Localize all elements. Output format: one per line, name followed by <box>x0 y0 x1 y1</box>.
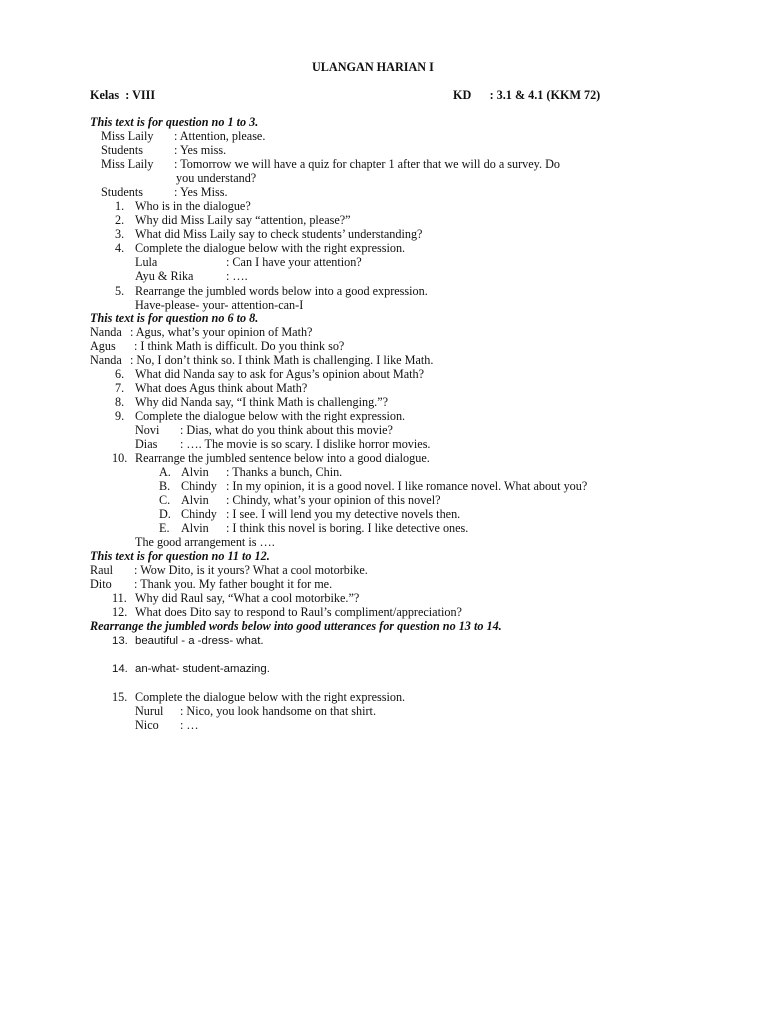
question-number: 11. <box>112 591 127 605</box>
option-speaker: Chindy <box>181 479 217 493</box>
question-number: 8. <box>115 395 125 409</box>
dialogue-line: : Thank you. My father bought it for me. <box>134 577 333 591</box>
option-speaker: Alvin <box>181 521 209 535</box>
question-text: Complete the dialogue below with the right expression. <box>135 690 406 704</box>
dialogue-line: : Attention, please. <box>174 129 266 143</box>
dialogue-speaker: Students <box>101 143 143 157</box>
dialogue-speaker: Nurul <box>135 704 164 718</box>
dialogue-speaker: Nanda <box>90 325 122 339</box>
question-text: beautiful - a -dress- what. <box>135 635 264 647</box>
option-line: : In my opinion, it is a good novel. I like romance novel. What about you? <box>226 479 588 493</box>
dialogue-line: : I think Math is difficult. Do you think so? <box>134 339 345 353</box>
dialogue-line: : …. <box>226 269 248 283</box>
question-text: What did Miss Laily say to check students’ understanding? <box>135 227 423 241</box>
dialogue-speaker: Raul <box>90 563 114 577</box>
option-line: : Chindy, what’s your opinion of this novel? <box>226 493 441 507</box>
option-line: : I think this novel is boring. I like detective ones. <box>226 521 469 535</box>
dialogue-line: : Can I have your attention? <box>226 255 362 269</box>
dialogue-line: : Agus, what’s your opinion of Math? <box>130 325 313 339</box>
dialogue-speaker: Nanda <box>90 353 122 367</box>
dialogue-line: : Yes Miss. <box>174 185 228 199</box>
question-text: Who is in the dialogue? <box>135 199 251 213</box>
dialogue-speaker: Students <box>101 185 143 199</box>
kd-label: KD : 3.1 & 4.1 (KKM 72) <box>453 88 601 102</box>
question-number: 9. <box>115 409 125 423</box>
question-number: 14. <box>112 663 128 675</box>
dialogue-line: : No, I don’t think so. I think Math is challenging. I like Math. <box>130 353 434 367</box>
dialogue-line: : Wow Dito, is it yours? What a cool motorbike. <box>134 563 368 577</box>
page-title: ULANGAN HARIAN I <box>312 60 434 74</box>
option-letter: A. <box>159 465 171 479</box>
dialogue-line: : Dias, what do you think about this movie? <box>180 423 393 437</box>
question-number: 6. <box>115 367 125 381</box>
option-line: : I see. I will lend you my detective novels then. <box>226 507 461 521</box>
question-number: 4. <box>115 241 125 255</box>
option-speaker: Alvin <box>181 465 209 479</box>
question-text: an-what- student-amazing. <box>135 663 270 675</box>
dialogue-line: you understand? <box>176 171 257 185</box>
dialogue-speaker: Lula <box>135 255 158 269</box>
dialogue-speaker: Ayu & Rika <box>135 269 194 283</box>
question-number: 15. <box>112 690 128 704</box>
answer-prompt: The good arrangement is …. <box>135 535 275 549</box>
jumbled-words: Have-please- your- attention-can-I <box>135 298 304 312</box>
dialogue-line: : Nico, you look handsome on that shirt. <box>180 704 376 718</box>
dialogue-speaker: Miss Laily <box>101 157 154 171</box>
option-line: : Thanks a bunch, Chin. <box>226 465 343 479</box>
question-text: Why did Raul say, “What a cool motorbike.”? <box>135 591 360 605</box>
question-number: 7. <box>115 381 125 395</box>
option-letter: C. <box>159 493 171 507</box>
question-text: Rearrange the jumbled sentence below into a good dialogue. <box>135 451 430 465</box>
question-text: Complete the dialogue below with the right expression. <box>135 409 406 423</box>
dialogue-speaker: Agus <box>90 339 116 353</box>
option-speaker: Chindy <box>181 507 217 521</box>
question-number: 5. <box>115 284 125 298</box>
section-heading: This text is for question no 11 to 12. <box>90 549 270 563</box>
option-speaker: Alvin <box>181 493 209 507</box>
section-heading: This text is for question no 6 to 8. <box>90 311 259 325</box>
dialogue-line: : …. The movie is so scary. I dislike horror movies. <box>180 437 431 451</box>
question-text: Rearrange the jumbled words below into a good expression. <box>135 284 428 298</box>
option-letter: E. <box>159 521 170 535</box>
question-text: What does Dito say to respond to Raul’s compliment/appreciation? <box>135 605 462 619</box>
question-text: What did Nanda say to ask for Agus’s opinion about Math? <box>135 367 425 381</box>
question-text: What does Agus think about Math? <box>135 381 308 395</box>
question-text: Why did Miss Laily say “attention, please?” <box>135 213 351 227</box>
class-label: Kelas : VIII <box>90 88 156 102</box>
dialogue-speaker: Dito <box>90 577 112 591</box>
dialogue-line: : … <box>180 718 199 732</box>
section-heading: This text is for question no 1 to 3. <box>90 115 259 129</box>
question-number: 2. <box>115 213 125 227</box>
question-text: Complete the dialogue below with the right expression. <box>135 241 406 255</box>
dialogue-speaker: Novi <box>135 423 160 437</box>
dialogue-line: : Yes miss. <box>174 143 227 157</box>
dialogue-speaker: Miss Laily <box>101 129 154 143</box>
dialogue-speaker: Nico <box>135 718 159 732</box>
question-number: 1. <box>115 199 125 213</box>
dialogue-speaker: Dias <box>135 437 158 451</box>
dialogue-line: : Tomorrow we will have a quiz for chapter 1 after that we will do a survey. Do <box>174 157 560 171</box>
section-heading: Rearrange the jumbled words below into good utterances for question no 13 to 14. <box>90 619 502 633</box>
option-letter: D. <box>159 507 171 521</box>
question-text: Why did Nanda say, “I think Math is challenging.”? <box>135 395 389 409</box>
question-number: 10. <box>112 451 128 465</box>
question-number: 13. <box>112 635 128 647</box>
option-letter: B. <box>159 479 171 493</box>
question-number: 12. <box>112 605 128 619</box>
question-number: 3. <box>115 227 125 241</box>
